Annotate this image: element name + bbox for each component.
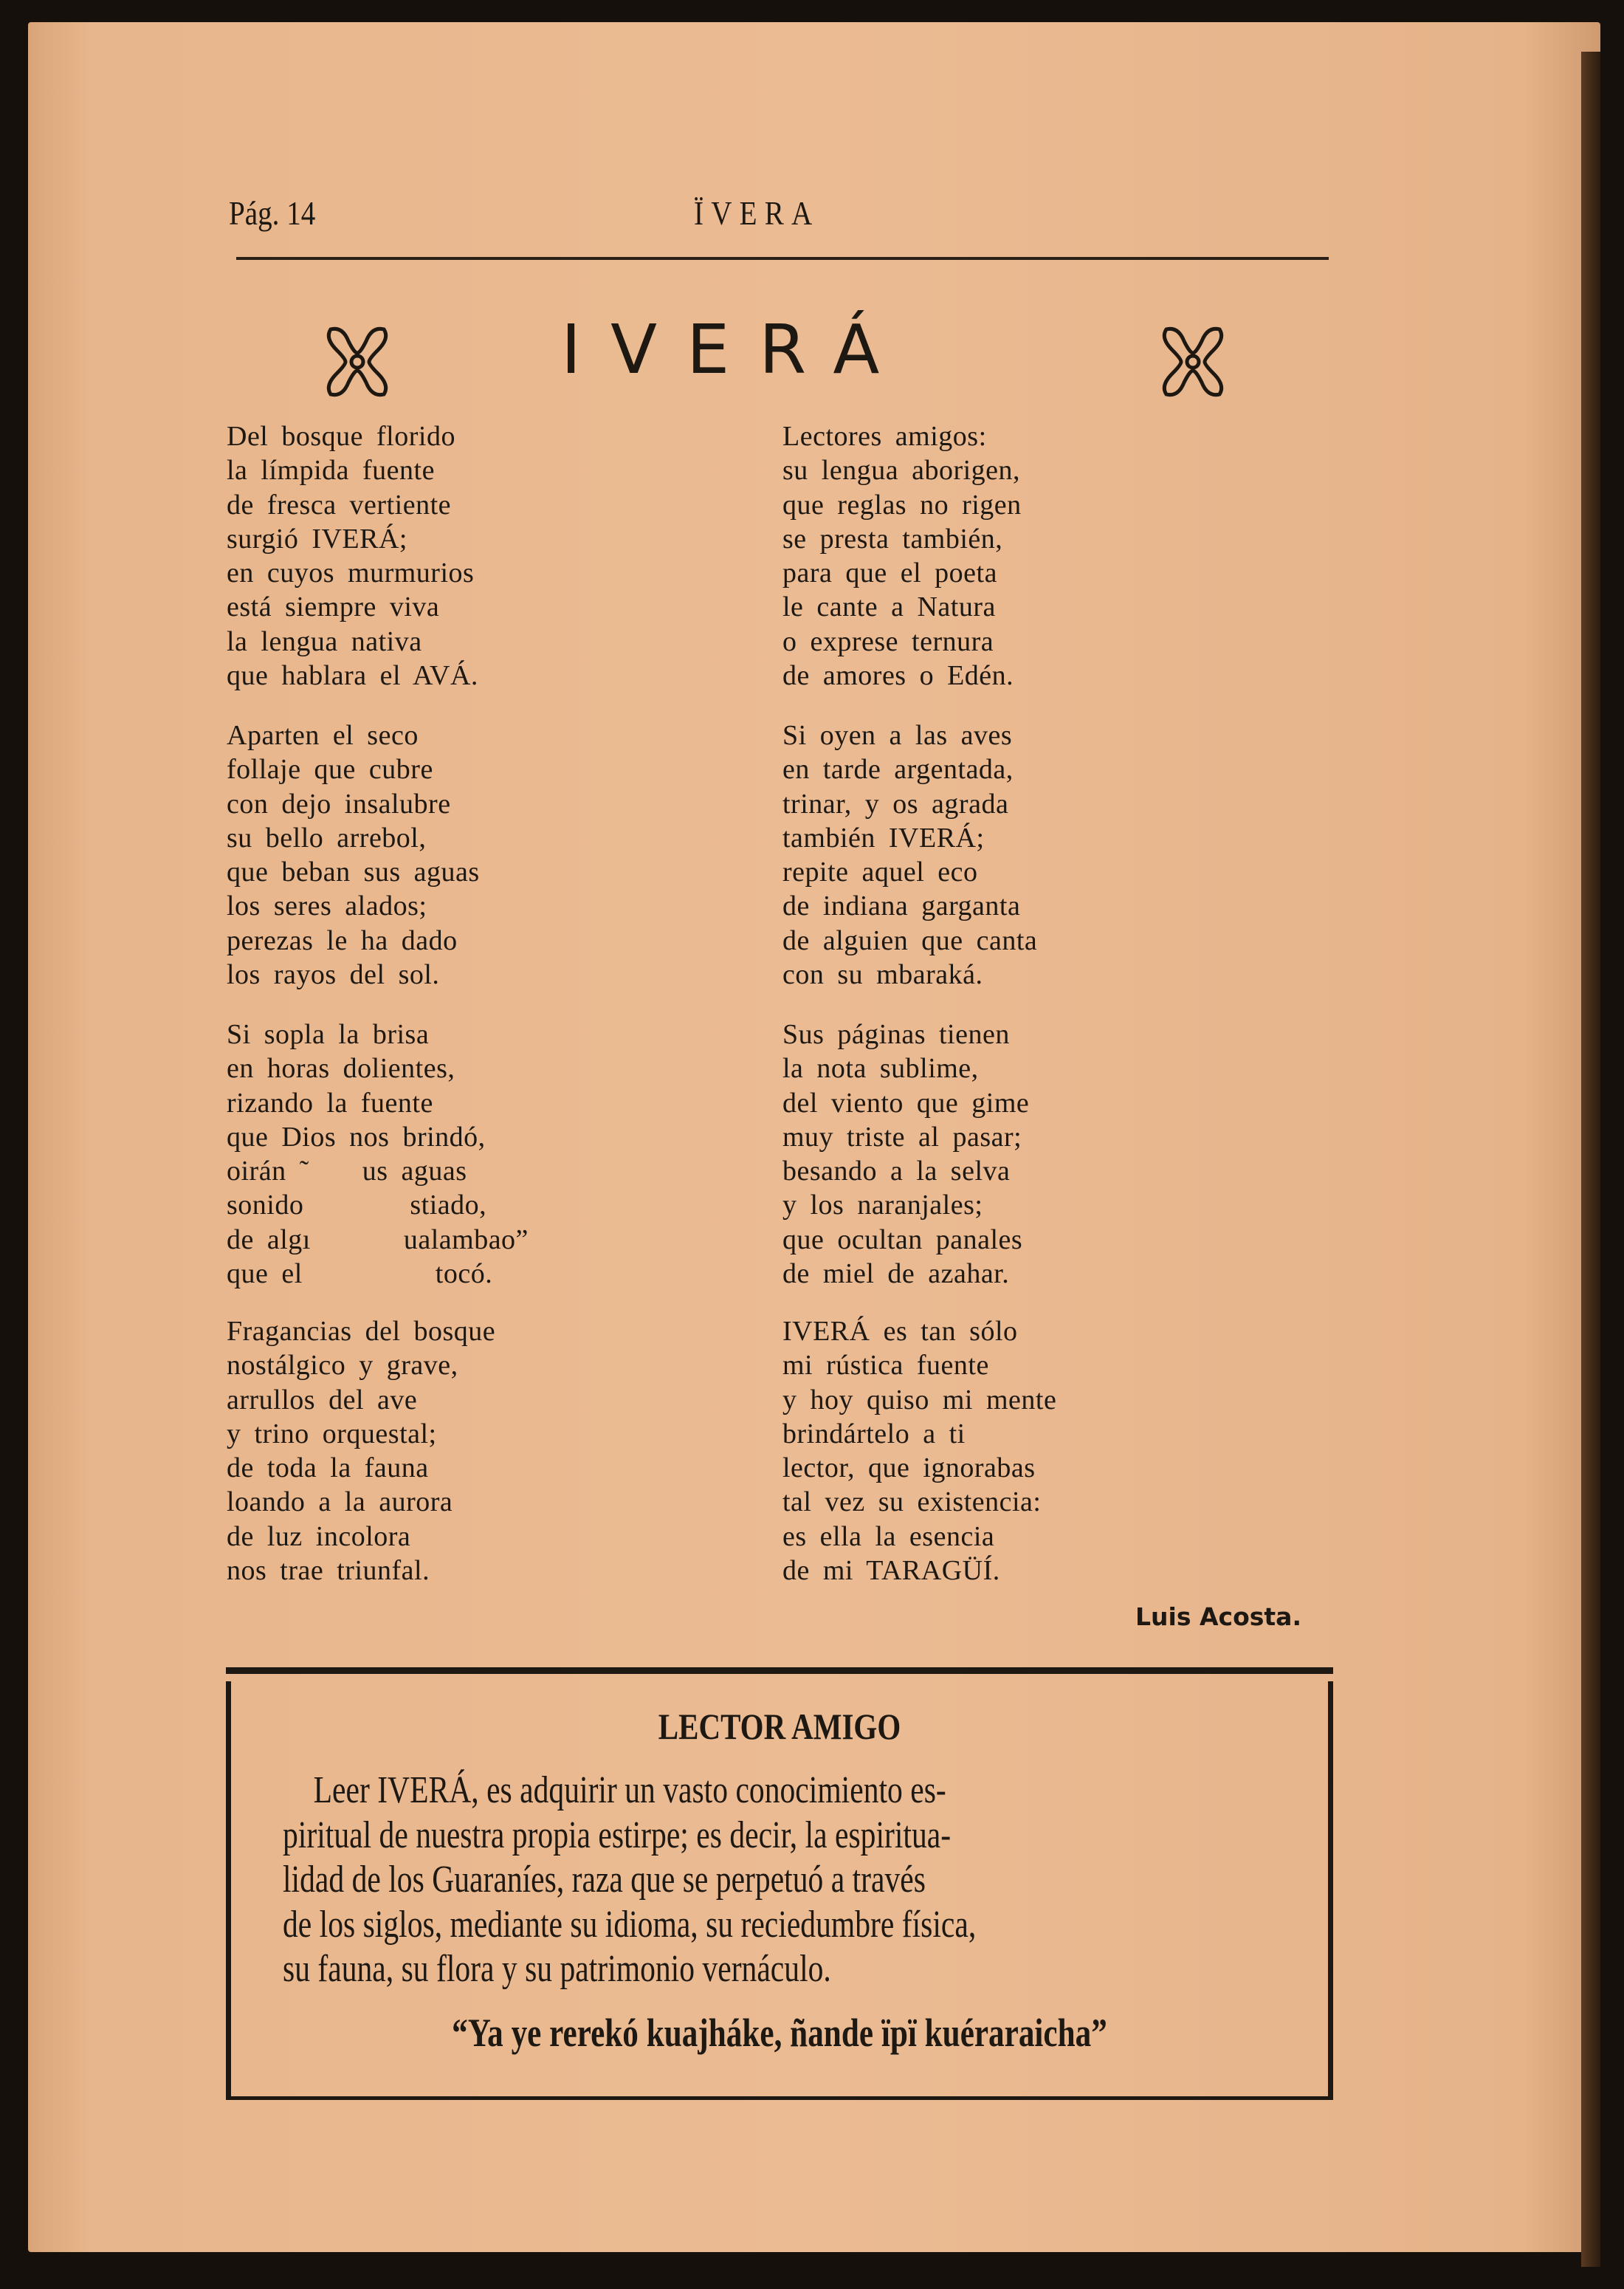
verse-line: IVERÁ es tan sólo	[782, 1316, 1018, 1347]
verse-line: nostálgico y grave,	[227, 1350, 458, 1382]
verse-line: mi rústica fuente	[782, 1350, 989, 1382]
verse-line: la lengua nativa	[227, 625, 422, 657]
verse-line: surgió IVERÁ;	[227, 523, 407, 555]
verse-line: la nota sublime,	[782, 1053, 979, 1085]
verse-line: perezas le ha dado	[227, 924, 458, 956]
verse-line: Si oyen a las aves	[782, 720, 1013, 751]
verse-line: con su mbaraká.	[782, 959, 983, 991]
verse-line: de miel de azahar.	[782, 1258, 1010, 1290]
box-paragraph	[283, 1768, 1316, 1992]
verse-line: también IVERÁ;	[782, 822, 985, 854]
guarani-quote: “Ya ye rerekó kuajháke, ñande ïpï kuéraraicha”	[452, 2011, 1107, 2055]
x-cross-ornament-icon	[322, 323, 393, 400]
verse-line: Aparten el seco	[227, 720, 419, 751]
verse-line: con dejo insalubre	[227, 788, 451, 820]
binding-edge	[1581, 52, 1600, 2267]
stanza	[782, 718, 1037, 992]
verse-line: Del bosque florido	[227, 421, 455, 452]
stanza	[782, 1314, 1056, 1588]
verse-line: Lectores amigos:	[782, 421, 987, 452]
verse-line: en horas dolientes,	[227, 1053, 455, 1085]
stanza	[227, 1017, 529, 1291]
verse-line: besando a la selva	[782, 1156, 1011, 1187]
box-title: LECTOR AMIGO	[658, 1706, 901, 1747]
verse-line: que hablara el AVÁ.	[227, 660, 478, 692]
verse-line: muy triste al pasar;	[782, 1121, 1022, 1153]
verse-line: para que el poeta	[782, 557, 997, 589]
paragraph-line: piritual de nuestra propia estirpe; es decir, la espiritua-	[283, 1813, 952, 1856]
author-signature: Luis Acosta.	[1135, 1602, 1301, 1631]
verse-line: del viento que gime	[782, 1087, 1030, 1119]
verse-line: le cante a Natura	[782, 591, 996, 623]
running-head: ÏVERA	[694, 194, 820, 232]
verse-line: de luz incolora	[227, 1520, 411, 1552]
paragraph-line: su fauna, su flora y su patrimonio vernáculo.	[283, 1948, 831, 1990]
verse-line: de alguien que canta	[782, 924, 1038, 956]
verse-line: su lengua aborigen,	[782, 455, 1021, 487]
verse-line: es ella la esencia	[782, 1520, 995, 1552]
verse-line: que beban sus aguas	[227, 857, 480, 888]
verse-line: se presta también,	[782, 523, 1003, 555]
verse-line: los rayos del sol.	[227, 959, 440, 991]
verse-line: brindártelo a ti	[782, 1418, 966, 1449]
verse-line: que Dios nos brindó,	[227, 1121, 486, 1153]
verse-line: los seres alados;	[227, 890, 427, 922]
stanza	[227, 419, 478, 693]
verse-line: tal vez su existencia:	[782, 1486, 1042, 1518]
poem-title: IVERÁ	[561, 310, 909, 389]
verse-line: que reglas no rigen	[782, 489, 1022, 521]
verse-line: repite aquel eco	[782, 857, 978, 888]
box-border-right	[1328, 1681, 1333, 2096]
verse-line: y los naranjales;	[782, 1190, 983, 1221]
header-rule	[236, 257, 1329, 260]
verse-line: que ocultan panales	[782, 1224, 1023, 1255]
verse-line: de algı ualambao”	[227, 1224, 529, 1255]
stanza	[782, 1017, 1029, 1291]
verse-line: follaje que cubre	[227, 754, 433, 786]
verse-line: de toda la fauna	[227, 1452, 429, 1484]
page-number: Pág. 14	[229, 194, 316, 232]
verse-line: su bello arrebol,	[227, 822, 427, 854]
verse-line: loando a la aurora	[227, 1486, 453, 1518]
verse-line: está siempre viva	[227, 591, 440, 623]
stanza	[227, 1314, 495, 1588]
x-cross-ornament-icon	[1157, 323, 1228, 400]
stanza	[227, 718, 480, 992]
verse-line: Fragancias del bosque	[227, 1316, 496, 1347]
lector-amigo-box	[226, 1667, 1333, 2100]
paragraph-line: lidad de los Guaraníes, raza que se perpetuó a través	[283, 1859, 926, 1901]
verse-line: Si sopla la brisa	[227, 1019, 430, 1050]
verse-line: en cuyos murmurios	[227, 557, 475, 589]
verse-line: rizando la fuente	[227, 1087, 433, 1119]
verse-line: lector, que ignorabas	[782, 1452, 1036, 1484]
verse-line: de indiana garganta	[782, 890, 1021, 922]
paragraph-line: de los siglos, mediante su idioma, su reciedumbre física,	[283, 1903, 977, 1946]
verse-line: y hoy quiso mi mente	[782, 1384, 1057, 1415]
verse-line: nos trae triunfal.	[227, 1555, 430, 1587]
verse-line: de amores o Edén.	[782, 660, 1014, 692]
box-border-left	[226, 1681, 231, 2096]
stanza	[782, 419, 1022, 693]
verse-line: oirán ˜ us aguas	[227, 1156, 467, 1187]
verse-line: Sus páginas tienen	[782, 1019, 1010, 1050]
verse-line: de mi TARAGÜÍ.	[782, 1555, 1000, 1587]
verse-line: que el tocó.	[227, 1258, 493, 1290]
verse-line: y trino orquestal;	[227, 1418, 437, 1449]
verse-line: trinar, y os agrada	[782, 788, 1009, 820]
verse-line: de fresca vertiente	[227, 489, 451, 521]
verse-line: sonido stiado,	[227, 1190, 487, 1221]
verse-line: arrullos del ave	[227, 1384, 418, 1415]
verse-line: la límpida fuente	[227, 455, 435, 487]
paragraph-line: Leer IVERÁ, es adquirir un vasto conocimiento es-	[283, 1769, 946, 1811]
verse-line: o exprese ternura	[782, 625, 994, 657]
verse-line: en tarde argentada,	[782, 754, 1014, 786]
